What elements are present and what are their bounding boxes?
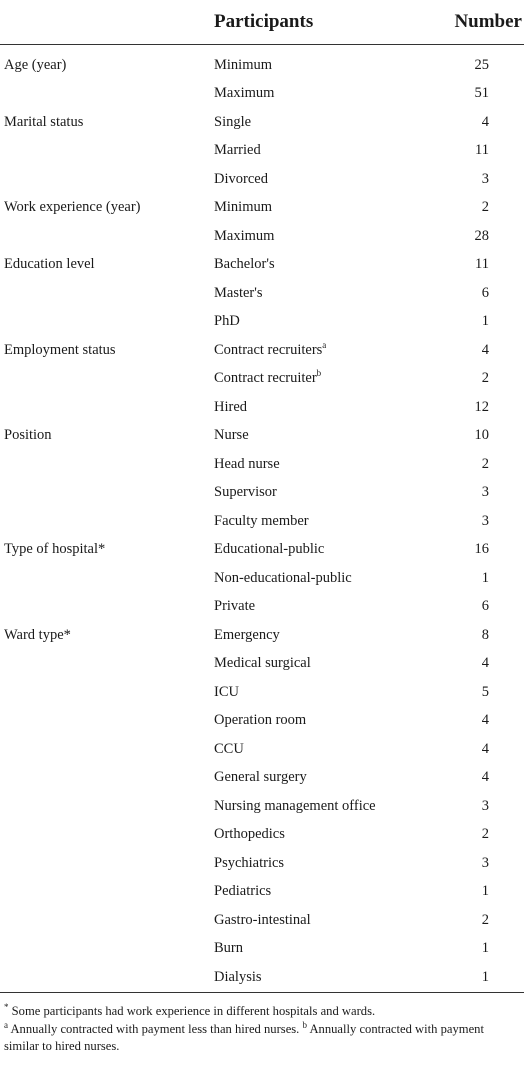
table-row [0,279,524,308]
row-participant-label: General surgery [214,769,307,786]
row-participant-label: Maximum [214,227,275,244]
row-category [0,393,206,422]
table-row [0,536,524,565]
row-category: Ward type* [4,626,71,643]
row-number: 1 [481,313,489,330]
row-participant [206,764,426,793]
header-number: Number [426,0,524,45]
row-number: 6 [481,598,489,615]
table-row [0,365,524,394]
row-participant-label: Married [214,142,261,159]
row-number: 1 [481,569,489,586]
row-number: 1 [481,883,489,900]
row-participant-label: Gastro-intestinal [214,911,311,928]
table-row [0,650,524,679]
row-category: Work experience (year) [4,199,141,216]
row-participant [206,450,426,479]
row-participant [206,935,426,964]
row-participant [206,707,426,736]
row-category [0,906,206,935]
table-row [0,251,524,280]
row-participant [206,422,426,451]
row-category [0,365,206,394]
table-row [0,507,524,536]
row-number: 3 [481,484,489,501]
row-category [0,564,206,593]
table-row [0,222,524,251]
row-category [0,479,206,508]
row-participant [206,80,426,109]
footnote-star-text: Some participants had work experience in different hospitals and wards. [8,1003,376,1018]
table-body [0,45,524,993]
row-participant [206,678,426,707]
row-category: Education level [4,256,95,273]
row-category [0,593,206,622]
table-row [0,393,524,422]
row-category [0,792,206,821]
row-participant-label: Head nurse [214,455,280,472]
row-category [0,279,206,308]
table-row [0,963,524,992]
row-category: Marital status [4,113,84,130]
row-category [0,849,206,878]
row-number: 11 [475,142,489,159]
row-number: 4 [481,341,489,358]
row-participant [206,507,426,536]
row-participant [206,906,426,935]
table-row [0,108,524,137]
row-participant-label: Nursing management office [214,797,376,814]
row-participant [206,878,426,907]
row-number: 12 [474,398,489,415]
row-category [0,963,206,992]
row-participant-label: Hired [214,398,248,415]
row-category: Age (year) [4,56,67,73]
row-category: Type of hospital* [4,541,106,558]
row-participant-label: Faculty member [214,512,309,529]
table-row [0,308,524,337]
row-number: 4 [481,712,489,729]
table-row [0,821,524,850]
row-category [0,878,206,907]
row-participant [206,564,426,593]
row-participant-label: Burn [214,940,243,957]
row-participant-label: Contract recruiter [214,370,317,387]
footnote-ab [4,1021,520,1055]
row-category [0,650,206,679]
row-number: 3 [481,854,489,871]
row-category [0,80,206,109]
table-row [0,422,524,451]
row-number: 4 [481,740,489,757]
row-number: 25 [474,56,489,73]
row-participant-label: Non-educational-public [214,569,352,586]
table-row [0,336,524,365]
row-participant [206,963,426,992]
row-participant [206,251,426,280]
table-row [0,593,524,622]
table-row [0,80,524,109]
row-participant [206,222,426,251]
row-number: 6 [481,284,489,301]
row-participant [206,735,426,764]
table-row [0,479,524,508]
row-number: 2 [481,199,489,216]
row-category [0,821,206,850]
row-category [0,222,206,251]
table-footnotes [0,993,524,1055]
row-participant [206,137,426,166]
footnote-b-text: Annually contracted with payment similar to hired nurses. [4,1021,484,1053]
row-participant [206,849,426,878]
row-number: 8 [481,626,489,643]
row-participant [206,792,426,821]
row-category [0,707,206,736]
row-participant-label: Emergency [214,626,280,643]
row-participant-label: Medical surgical [214,655,311,672]
row-participant-label: Contract recruiters [214,341,323,358]
row-participant [206,393,426,422]
row-participant-label: Educational-public [214,541,325,558]
table-row [0,450,524,479]
table-row [0,764,524,793]
row-participant [206,821,426,850]
row-category [0,935,206,964]
row-participant-label: Single [214,113,252,130]
row-participant-label: PhD [214,313,240,330]
row-number: 28 [474,227,489,244]
table-row [0,935,524,964]
row-number: 1 [481,940,489,957]
row-number: 3 [481,512,489,529]
row-number: 2 [481,911,489,928]
table-row [0,678,524,707]
row-participant [206,593,426,622]
row-number: 16 [474,541,489,558]
row-category [0,507,206,536]
row-number: 1 [426,963,524,992]
row-participant [206,336,426,365]
row-number: 4 [481,655,489,672]
row-participant [206,365,426,394]
row-participant [206,279,426,308]
row-category: Position [4,427,52,444]
footnote-star-mark: * [4,1001,9,1012]
row-participant-label: Maximum [214,85,275,102]
row-number: 4 [481,113,489,130]
header-participants: Participants [206,0,426,45]
table-row [0,621,524,650]
row-participant-label: ICU [214,683,239,700]
row-participant-label: Pediatrics [214,883,272,900]
row-number: 2 [481,826,489,843]
row-participant-label: Bachelor's [214,256,275,273]
table-row [0,735,524,764]
table-row [0,165,524,194]
row-number: 3 [481,170,489,187]
row-participant-footnote-mark: b [316,368,322,379]
table-row [0,194,524,223]
row-participant [206,650,426,679]
row-category [0,735,206,764]
row-participant-label: Nurse [214,427,249,444]
row-participant [206,536,426,565]
row-category [0,137,206,166]
table-header [0,0,524,45]
footnote-a-mark: a [4,1019,8,1030]
row-participant-label: Minimum [214,56,273,73]
row-participant [206,194,426,223]
row-participant-label: CCU [214,740,244,757]
row-number: 3 [481,797,489,814]
row-participant-label: Minimum [214,199,273,216]
row-participant-label: Psychiatrics [214,854,285,871]
row-category: Employment status [4,341,116,358]
row-participant-label: Private [214,598,256,615]
row-category [0,678,206,707]
row-number: 11 [475,256,489,273]
row-participant-footnote-mark: a [322,339,327,350]
row-participant [206,165,426,194]
header-empty [0,0,206,45]
row-category [0,165,206,194]
row-category [0,450,206,479]
row-number: 51 [474,85,489,102]
row-number: 4 [481,769,489,786]
row-participant [206,479,426,508]
row-participant [206,45,426,80]
footnote-a-text: Annually contracted with payment less than hired nurses. [8,1021,303,1036]
table-row [0,137,524,166]
footnote-b-mark: b [302,1019,307,1030]
row-participant-label: Operation room [214,712,307,729]
footnote-star [4,1003,520,1020]
table-row [0,906,524,935]
row-participant [206,621,426,650]
row-participant [206,108,426,137]
table-row [0,564,524,593]
row-number: 2 [481,370,489,387]
row-participant-label: Master's [214,284,263,301]
row-participant-label: Dialysis [214,968,262,985]
table-row [0,849,524,878]
row-participant-label: Divorced [214,170,268,187]
table-row [0,707,524,736]
table-row [0,45,524,80]
row-category [0,308,206,337]
row-number: 10 [474,427,489,444]
table-row [0,792,524,821]
row-number: 5 [481,683,489,700]
row-participant-label: Supervisor [214,484,277,501]
row-participant [206,308,426,337]
row-participant-label: Orthopedics [214,826,285,843]
row-number: 2 [481,455,489,472]
table-row [0,878,524,907]
row-category [0,764,206,793]
